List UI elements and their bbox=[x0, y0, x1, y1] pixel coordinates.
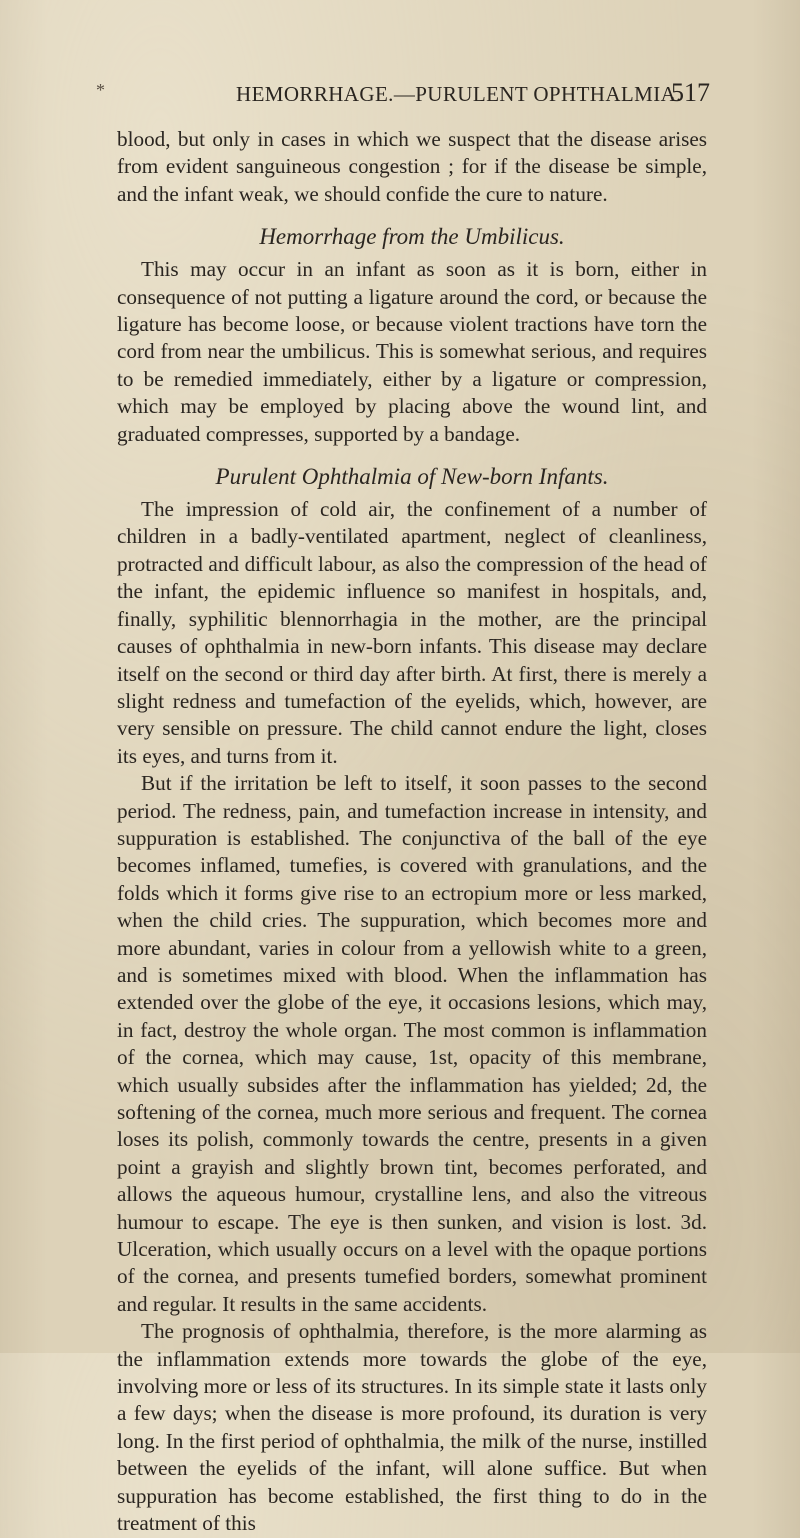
paragraph-prognosis: The prognosis of ophthalmia, therefore, is the more alarming as the inflammation extends more towards the globe of the eye, involving more or less of its structures. In its simple state it lasts only a few days; when the disease is more profound, its duration is very long. In the first period of ophthalmia, the milk of the nurse, instilled between the eyelids of the infant, will alone suffice. But when suppuration has become established, the first thing to do in the treatment of this bbox=[117, 1319, 707, 1536]
section-heading-ophthalmia: Purulent Ophthalmia of New-born Infants. bbox=[215, 464, 609, 490]
paragraph-second-period: But if the irritation be left to itself, it soon passes to the second period. The redness, pain, and tumefaction increase in intensity, and suppuration is established. The conjunctiva of the ball of the eye becomes inflamed, tumefies, is covered with granulations, and the folds which it forms give rise to an ectropium more or less marked, when the child cries. The suppuration, which becomes more and more abundant, varies in colour from a yellowish white to a green, and is sometimes mixed with blood. When the inflammation has extended over the globe of the eye, it occasions lesions, which may, in fact, destroy the whole organ. The most common is inflammation of the cornea, which may cause, 1st, opacity of this membrane, which usually subsides after the inflammation has yielded; 2d, the softening of the cornea, much more serious and frequent. The cornea loses its polish, commonly towards the centre, presents in a given point a grayish and slightly brown tint, becomes perforated, and allows the aqueous humour, crystalline lens, and also the vitreous humour to escape. The eye is then sunken, and vision is lost. 3d. Ulceration, which usually occurs on a level with the opaque portions of the cornea, and presents tumefied borders, somewhat prominent and regular. It results in the same accidents. bbox=[117, 771, 707, 1316]
paragraph-continued: blood, but only in cases in which we suspect that the disease arises from evident sanguineous congestion ; for if the disease be simple, and the infant weak, we should confide the cure to nature. bbox=[117, 127, 707, 206]
running-title: HEMORRHAGE.—PURULENT OPHTHALMIA. bbox=[236, 82, 682, 106]
paragraph-causes: The impression of cold air, the confinement of a number of children in a badly-ventilated apartment, neglect of cleanliness, protracted and difficult labour, as also the compression of the head of the infant, the epidemic influence so manifest in hospitals, and, finally, syphilitic blennorrhagia in the mother, are the principal causes of ophthalmia in new-born infants. This disease may declare itself on the second or third day after birth. At first, there is merely a slight redness and tumefaction of the eyelids, which, however, are very sensible on pressure. The child cannot endure the light, closes its eyes, and turns from it. bbox=[117, 497, 707, 768]
paragraph-umbilicus: This may occur in an infant as soon as it is born, either in consequence of not putting a ligature around the cord, or because the ligature has become loose, or because violent tractions have torn the cord from near the umbilicus. This is somewhat serious, and requires to be remedied immediately, either by a ligature or compression, which may be employed by placing above the wound lint, and graduated compresses, supported by a bandage. bbox=[117, 257, 707, 446]
printer-mark: * bbox=[96, 80, 105, 100]
section-heading-umbilicus: Hemorrhage from the Umbilicus. bbox=[259, 224, 565, 250]
page-body bbox=[117, 126, 707, 1538]
running-header bbox=[96, 76, 710, 110]
page-number: 517 bbox=[671, 78, 710, 107]
